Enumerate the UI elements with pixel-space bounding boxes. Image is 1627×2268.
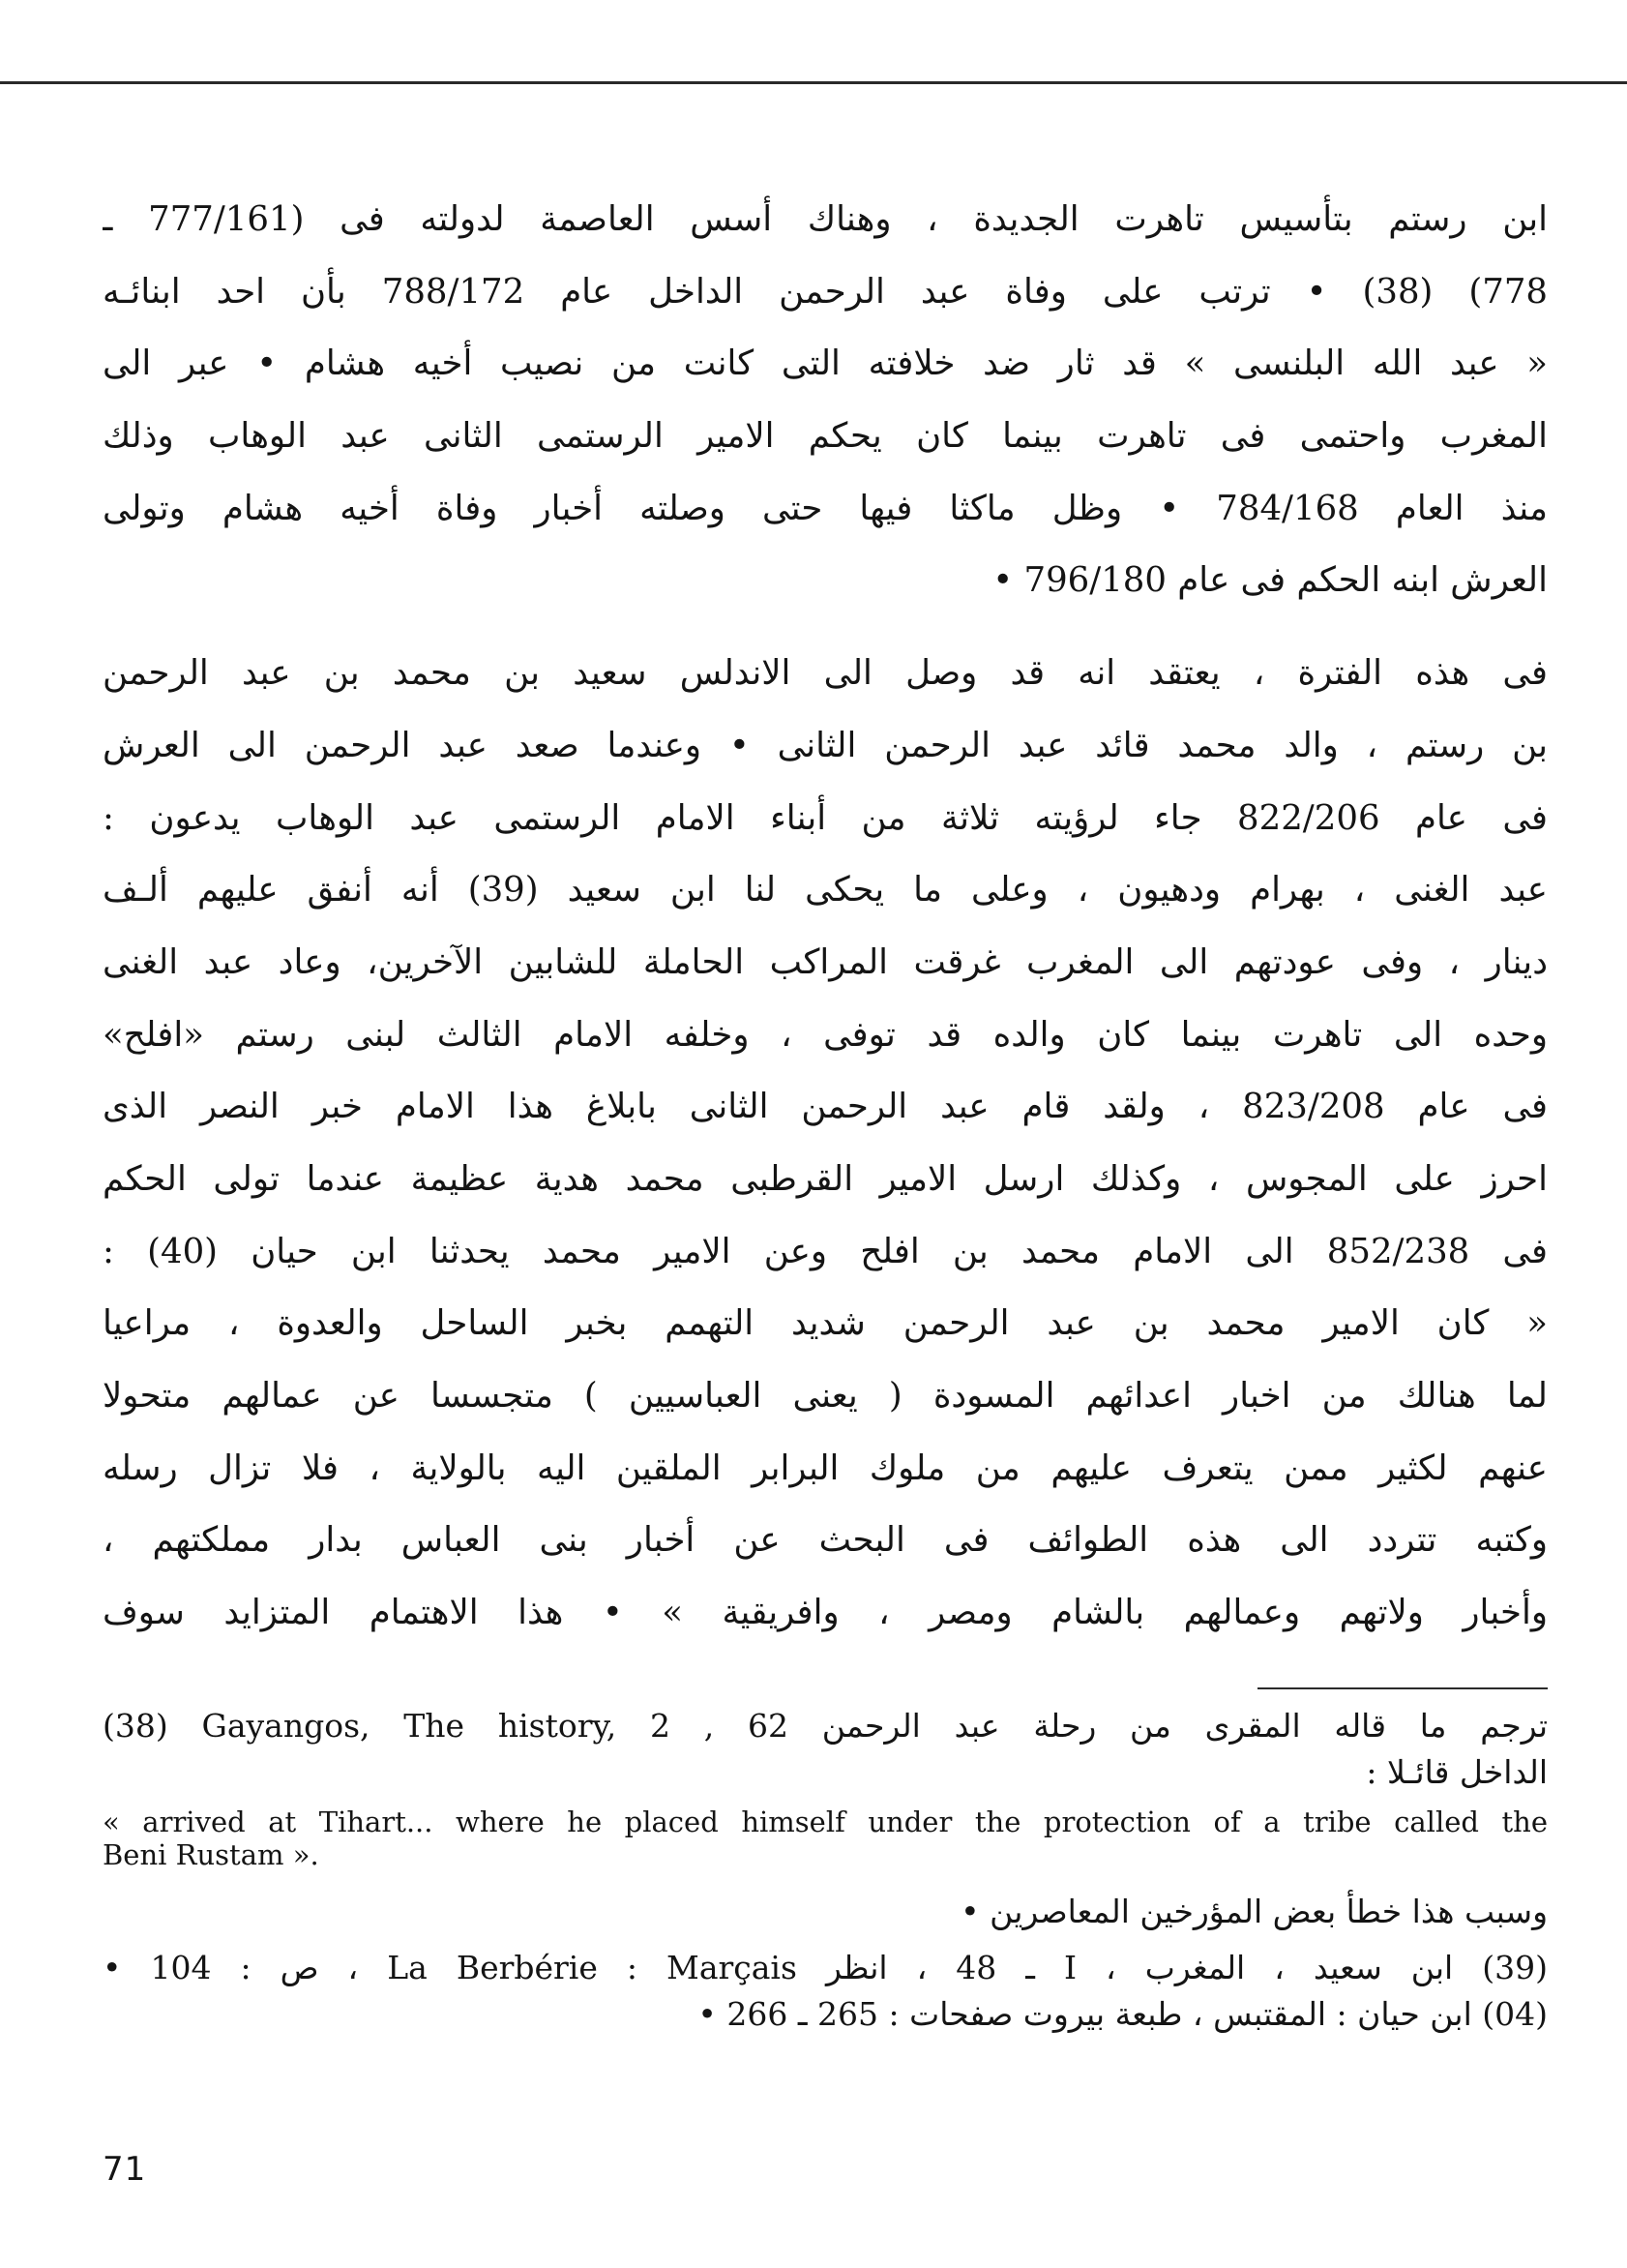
paragraph-2-line-10: « كان الامير محمد بن عبد الرحمن شديد التهمم بخبر الساحل والعدوة ، مراعيا	[103, 1303, 1548, 1344]
paragraph-2-line-3: فى عام 822/206 جاء لرؤيته ثلاثة من أبناء الامام الرستمى عبد الوهاب يدعون :	[103, 797, 1548, 838]
paragraph-1-line-3: « عبد الله البلنسى » قد ثار ضد خلافته التى كانت من نصيب أخيه هشام • عبر الى	[103, 343, 1548, 384]
footnote-38-line-1: (38) Gayangos, The history, 2 , 62 ترجم ما قاله المقرى من رحلة عبد الرحمن	[103, 1707, 1548, 1745]
paragraph-2-line-13: وكتبه تتردد الى هذه الطوائف فى البحث عن أخبار بنى العباس بدار مملكتهم ،	[103, 1520, 1548, 1561]
footnote-gap	[103, 1871, 1548, 1889]
footnotes	[103, 1703, 1548, 2038]
paragraph-1-line-1: ابن رستم بتأسيس تاهرت الجديدة ، وهناك أسس العاصمة لدولته فى (777/161 ـ	[103, 199, 1548, 239]
footnote-38-quote-line-2: Beni Rustam ».	[103, 1838, 319, 1871]
page-number: 71	[103, 2150, 147, 2189]
paragraph-2-line-7: فى عام 823/208 ، ولقد قام عبد الرحمن الثانى بابلاغ هذا الامام خبر النصر الذى	[103, 1087, 1548, 1127]
footnote-gap	[103, 1796, 1548, 1805]
paragraph-2-line-11: لما هنالك من اخبار اعدائهم المسودة ( يعنى العباسيين ) متجسسا عن عمالهم متحولا	[103, 1376, 1548, 1416]
top-rule	[0, 81, 1627, 84]
paragraph-2-line-2: بن رستم ، والد محمد قائد عبد الرحمن الثانى • وعندما صعد عبد الرحمن الى العرش	[103, 725, 1548, 765]
paragraph-2-line-4: عبد الغنى ، بهرام ودهيون ، وعلى ما يحكى لنا ابن سعيد (39) أنه أنفق عليهم ألـف	[103, 870, 1548, 910]
paragraph-2-line-8: احرز على المجوس ، وكذلك ارسل الامير القرطبى محمد هدية عظيمة عندما تولى الحكم	[103, 1158, 1548, 1199]
footnote-39: (39) ابن سعيد ، المغرب ، I ـ 48 ، انظر La Berbérie : Marçais ، ص : 104 •	[103, 1949, 1548, 1986]
paragraph-2-line-5: دينار ، وفى عودتهم الى المغرب غرقت المراكب الحاملة للشابين الآخرين، وعاد عبد الغنى	[103, 941, 1548, 982]
paragraph-gap	[103, 617, 1548, 638]
paragraph-2-line-14: وأخبار ولاتهم وعمالهم بالشام ومصر ، وافريقية » • هذا الاهتمام المتزايد سوف	[103, 1593, 1548, 1633]
footnote-38-line-2: الداخل قائـلا :	[1366, 1753, 1548, 1791]
footnote-38-quote-line-1: « arrived at Tihart... where he placed himself under the protection of a tribe called the	[103, 1805, 1548, 1838]
main-text	[103, 184, 1548, 1650]
paragraph-2-line-12: عنهم لكثير ممن يتعرف عليهم من ملوك البرابر الملقين اليه بالولاية ، فلا تزال رسله	[103, 1447, 1548, 1488]
paragraph-1-line-2: 778) (38) • ترتب على وفاة عبد الرحمن الداخل عام 788/172 بأن احد ابنائـه	[103, 271, 1548, 312]
footnote-40: (04) ابن حيان : المقتبس ، طبعة بيروت صفحات : 265 ـ 266 •	[697, 1995, 1548, 2033]
paragraph-2-line-6: وحده الى تاهرت بينما كان والده قد توفى ، وخلفه الامام الثالث لبنى رستم «افلح»	[103, 1014, 1548, 1055]
footnote-gap	[103, 1935, 1548, 1945]
paragraph-1-line-4: المغرب واحتمى فى تاهرت بينما كان يحكم الامير الرستمى الثانى عبد الوهاب وذلك	[103, 416, 1548, 457]
paragraph-2-line-9: فى 852/238 الى الامام محمد بن افلح وعن الامير محمد يحدثنا ابن حيان (40) :	[103, 1231, 1548, 1271]
paragraph-2-line-1: فى هذه الفترة ، يعتقد انه قد وصل الى الاندلس سعيد بن محمد بن عبد الرحمن	[103, 653, 1548, 694]
footnote-separator	[1257, 1687, 1548, 1689]
paragraph-1-line-6: العرش ابنه الحكم فى عام 796/180 •	[992, 560, 1548, 601]
paragraph-1-line-5: منذ العام 784/168 • وظل ماكثا فيها حتى وصلته أخبار وفاة أخيه هشام وتولى	[103, 488, 1548, 528]
footnote-38-line-3: وسبب هذا خطأ بعض المؤرخين المعاصرين •	[961, 1893, 1548, 1930]
